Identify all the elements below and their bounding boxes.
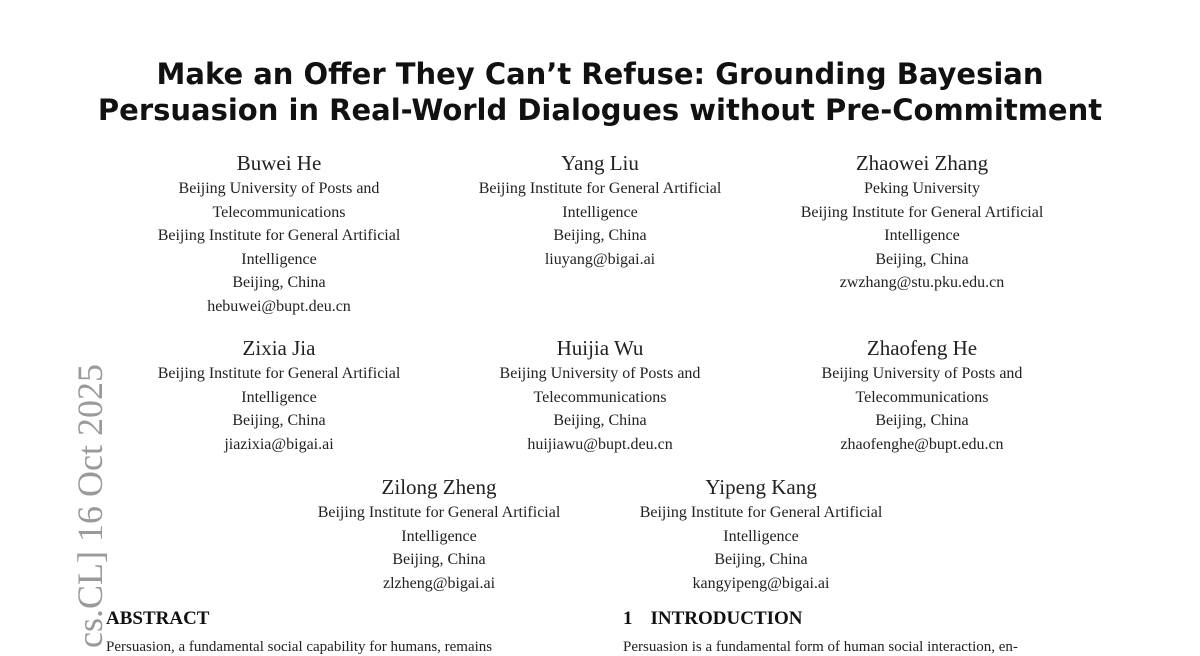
author-block (279, 474, 599, 595)
author-name: Zixia Jia (242, 336, 316, 360)
author-affiliation: Beijing, China (553, 412, 647, 429)
author-name: Buwei He (236, 151, 322, 175)
author-affiliation: Peking University (864, 180, 980, 197)
author-affiliation: Beijing University of Posts and (178, 180, 380, 197)
abstract-heading: ABSTRACT (106, 608, 210, 629)
introduction-heading (623, 607, 803, 631)
section-number: 1 (623, 608, 633, 629)
author-affiliation: Intelligence (884, 227, 960, 244)
author-name: Yipeng Kang (705, 475, 817, 499)
author-name: Yang Liu (561, 151, 639, 175)
author-email: zhaofenghe@bupt.edu.cn (840, 435, 1004, 453)
author-affiliation: Beijing, China (714, 551, 808, 568)
author-email: kangyipeng@bigai.ai (692, 574, 830, 592)
author-affiliation: Beijing Institute for General Artificial (157, 227, 401, 244)
paper-title-line-2: Persuasion in Real-World Dialogues without Pre-Commitment (97, 93, 1103, 127)
author-affiliation: Intelligence (401, 527, 477, 545)
author-affiliation: Beijing Institute for General Artificial (800, 203, 1044, 221)
author-affiliation: Intelligence (562, 203, 638, 221)
author-email: zlzheng@bigai.ai (382, 574, 496, 592)
abstract-text: Persuasion, a fundamental social capability for humans, remains (106, 639, 493, 655)
section-title: INTRODUCTION (650, 608, 803, 629)
author-affiliation: Telecommunications (533, 388, 667, 406)
author-name: Huijia Wu (556, 336, 644, 360)
author-name: Zhaofeng He (866, 336, 978, 360)
paper-title-line-1: Make an Offer They Can’t Refuse: Grounding Bayesian (156, 57, 1044, 91)
introduction-text: Persuasion is a fundamental form of human social interaction, en- (623, 639, 1018, 655)
author-affiliation: Beijing, China (553, 227, 647, 244)
author-name: Zhaowei Zhang (855, 151, 989, 175)
author-email: hebuwei@bupt.deu.cn (207, 297, 351, 315)
author-affiliation: Beijing, China (875, 412, 969, 429)
author-affiliation: Beijing, China (232, 412, 326, 429)
author-affiliation: Beijing, China (875, 250, 969, 268)
author-email: jiazixia@bigai.ai (224, 435, 334, 453)
author-block (762, 335, 1082, 456)
author-affiliation: Beijing University of Posts and (821, 365, 1023, 382)
author-affiliation: Beijing Institute for General Artificial (157, 365, 401, 382)
author-affiliation: Intelligence (241, 250, 317, 268)
author-affiliation: Intelligence (723, 527, 799, 545)
author-block (119, 335, 439, 456)
author-affiliation: Beijing, China (232, 274, 326, 291)
author-block (440, 335, 760, 456)
author-email: zwzhang@stu.pku.edu.cn (839, 274, 1005, 291)
arxiv-stamp: cs.CL] 16 Oct 2025 (70, 364, 110, 648)
paper-title (0, 56, 1200, 128)
author-email: liuyang@bigai.ai (544, 250, 656, 268)
author-affiliation: Beijing Institute for General Artificial (639, 504, 883, 521)
author-affiliation: Intelligence (241, 388, 317, 406)
author-block (601, 474, 921, 595)
author-email: huijiawu@bupt.deu.cn (527, 435, 673, 453)
author-affiliation: Telecommunications (855, 388, 989, 406)
author-block (440, 150, 760, 271)
author-block (119, 150, 439, 318)
author-affiliation: Telecommunications (212, 203, 346, 221)
author-affiliation: Beijing Institute for General Artificial (478, 180, 722, 197)
author-name: Zilong Zheng (381, 475, 497, 499)
author-affiliation: Beijing, China (392, 551, 486, 568)
author-affiliation: Beijing Institute for General Artificial (317, 504, 561, 521)
author-affiliation: Beijing University of Posts and (499, 365, 701, 382)
author-block (762, 150, 1082, 295)
